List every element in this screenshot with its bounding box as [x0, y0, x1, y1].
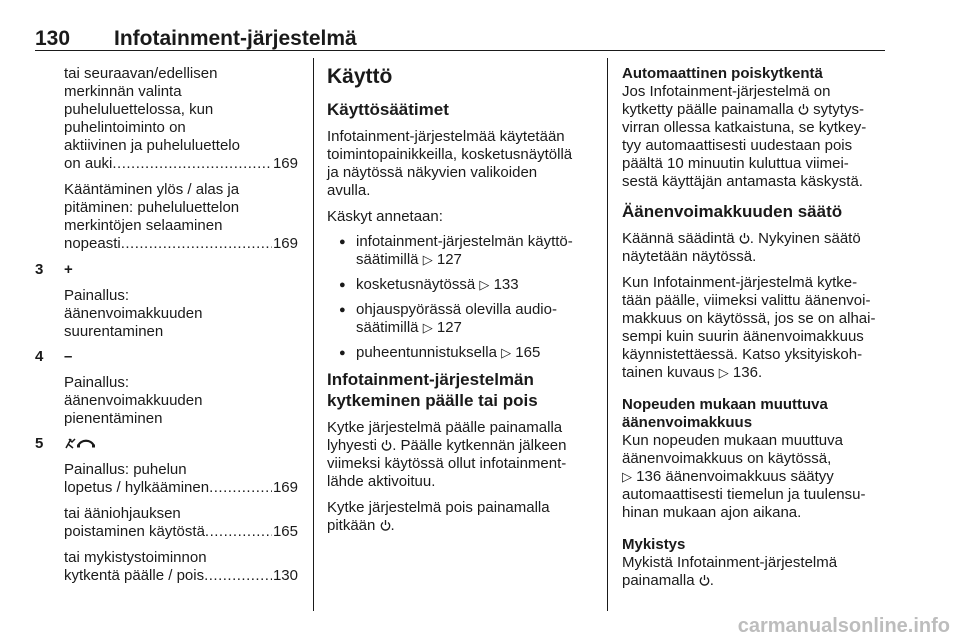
item-number: 3	[35, 261, 44, 278]
list-item: ● puheentunnistuksella ▷ 165	[327, 344, 595, 362]
item-symbol: +	[64, 261, 73, 278]
text-line: Painallus:	[64, 287, 130, 304]
paragraph-power-on: Kytke järjestelmä päälle painamalla lyhyesti . Päälle kytkennän jälkeen viimeksi käytössä ollut infotainment- lähde aktivoituu.	[327, 419, 567, 490]
paragraph-volume-start: Kun Infotainment-järjestelmä kytke- tään päälle, viimeksi valittu äänenvoi- makkuus on käytössä, jos se on alhai- sempi kuin suurin äänenvoimakkuus käynnistettäessä. Katso yksityiskoh- tainen kuvaus ▷ 136.	[622, 274, 876, 381]
subheading-power: Infotainment-järjestelmän kytkeminen päälle tai pois	[327, 370, 538, 410]
toc-text: kytkentä päälle / pois	[64, 567, 205, 584]
page-number: 130	[35, 27, 71, 50]
page-ref-icon: ▷	[622, 469, 632, 484]
subheading-auto-off: Automaattinen poiskytkentä	[622, 65, 823, 82]
list-item: ● infotainment-järjestelmän käyttö- säätimillä ▷ 127	[327, 233, 595, 269]
column-divider-2	[607, 58, 608, 611]
paragraph-commands: Käskyt annetaan:	[327, 208, 443, 225]
text-line: tai ääniohjauksen	[64, 505, 181, 522]
section-heading-kaytto: Käyttö	[327, 65, 393, 88]
toc-text: nopeasti	[64, 235, 121, 252]
header-rule	[35, 50, 885, 51]
toc-line	[64, 567, 298, 585]
item-5	[35, 435, 298, 585]
mute-phone-icon	[64, 435, 104, 453]
power-icon	[699, 574, 710, 587]
list-item: ● kosketusnäytössä ▷ 133	[327, 276, 595, 294]
toc-page: 130	[272, 567, 298, 584]
list-item: ● ohjauspyörässä olevilla audio- säätimillä ▷ 127	[327, 301, 595, 337]
page-ref-icon: ▷	[422, 252, 433, 267]
text-line: Kääntäminen ylös / alas ja	[64, 181, 240, 198]
item-number: 5	[35, 435, 44, 452]
toc-line	[64, 235, 298, 253]
page-ref-icon: ▷	[501, 345, 512, 360]
power-icon	[381, 439, 392, 452]
text-line: tai mykistystoiminnon	[64, 549, 207, 566]
text-line: pitäminen: puheluluettelon	[64, 199, 240, 216]
text-line: Painallus: puhelun	[64, 461, 187, 478]
paragraph-power-off: Kytke järjestelmä pois painamalla pitkään .	[327, 499, 550, 534]
toc-text: poistaminen käytöstä	[64, 523, 205, 540]
text-line: tai seuraavan/edellisen	[64, 65, 218, 82]
text-line: aktiivinen ja puheluluettelo	[64, 137, 240, 154]
column-2	[327, 65, 595, 543]
column-1	[35, 65, 298, 592]
page-ref-icon: ▷	[422, 320, 433, 335]
item-4	[35, 348, 298, 428]
paragraph-controls: Infotainment-järjestelmää käytetään toimintopainikkeilla, kosketusnäytöllä ja näytössä näkyvien valikoiden avulla.	[327, 128, 573, 199]
toc-page: 169	[272, 155, 298, 172]
paragraph-volume-knob: Käännä säädintä . Nykyinen säätö näytetään näytössä.	[622, 230, 861, 265]
toc-line	[64, 479, 298, 497]
item-number: 4	[35, 348, 44, 365]
text-line: pienentäminen	[64, 410, 163, 427]
toc-line	[64, 523, 298, 541]
paragraph-mute: Mykistä Infotainment-järjestelmä painamalla .	[622, 554, 838, 589]
text-line: äänenvoimakkuuden	[64, 305, 203, 322]
entry-scroll	[35, 181, 298, 253]
paragraph-speed-volume: Kun nopeuden mukaan muuttuva äänenvoimakkuus on käytössä, ▷ 136 äänenvoimakkuus säätyy automaattisesti tiemelun ja tuulensu- hinan mukaan ajon aikana.	[622, 432, 866, 521]
text-line: merkinnän valinta	[64, 83, 182, 100]
page-ref-icon: ▷	[718, 365, 729, 380]
toc-line	[64, 155, 298, 173]
subheading-mute: Mykistys	[622, 536, 686, 553]
paragraph-auto-off: Jos Infotainment-järjestelmä on kytketty päälle painamalla sytytys- virran ollessa katkaistuna, se kytkey- tyy automaattisesti uudestaan pois päältä 10 minuutin kuluttua viimei- sestä käyttäjän antamasta käskystä.	[622, 83, 867, 190]
text-line: äänenvoimakkuuden	[64, 392, 203, 409]
text-line: Painallus:	[64, 374, 130, 391]
subheading-volume: Äänenvoimakkuuden säätö	[622, 202, 843, 221]
toc-text: on auki	[64, 155, 113, 172]
subheading-speed-volume: Nopeuden mukaan muuttuva äänenvoimakkuus	[622, 396, 828, 431]
command-list	[327, 233, 595, 362]
text-line: puheluluettelossa, kun	[64, 101, 214, 118]
toc-page: 169	[272, 235, 298, 252]
watermark: carmanualsonline.info	[737, 615, 950, 637]
power-icon	[380, 519, 391, 532]
column-3	[622, 65, 888, 598]
page-ref-icon: ▷	[479, 277, 490, 292]
column-divider-1	[313, 58, 314, 611]
toc-page: 165	[272, 523, 298, 540]
item-symbol: –	[64, 348, 73, 365]
page-header-title: Infotainment-järjestelmä	[114, 27, 357, 50]
toc-text: lopetus / hylkääminen	[64, 479, 210, 496]
power-icon	[798, 103, 809, 116]
text-line: suurentaminen	[64, 323, 164, 340]
subheading-controls: Käyttösäätimet	[327, 100, 449, 119]
text-line: merkintöjen selaaminen	[64, 217, 223, 234]
item-3	[35, 261, 298, 341]
entry-prev-next	[35, 65, 298, 173]
toc-page: 169	[272, 479, 298, 496]
power-icon	[739, 232, 750, 245]
text-line: puhelintoiminto on	[64, 119, 186, 136]
